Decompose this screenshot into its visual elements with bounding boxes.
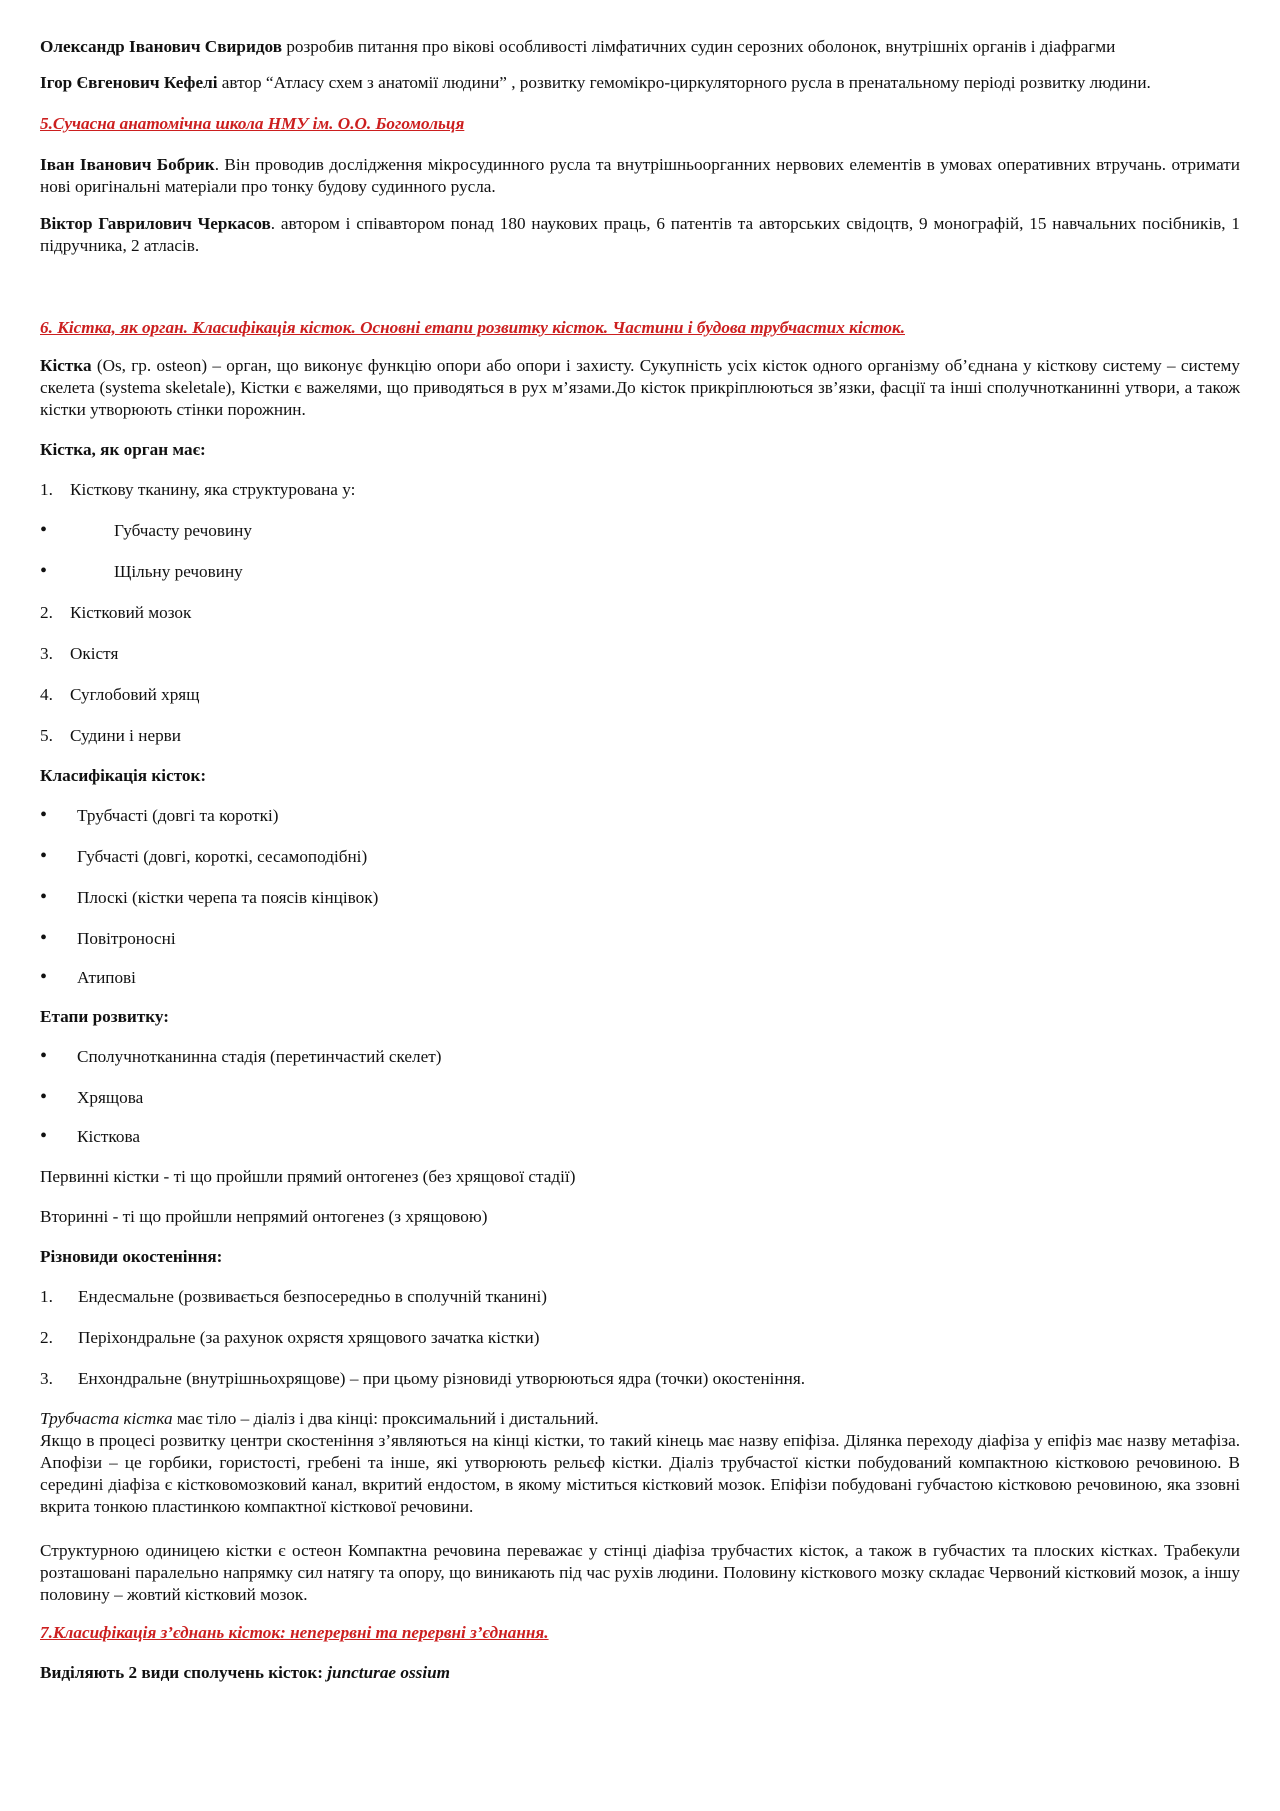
classification-heading: Класифікація кісток: — [40, 766, 207, 785]
primary-bones: Первинні кістки - ті що пройшли прямий онтогенез (без хрящової стадії) — [40, 1167, 576, 1186]
section-7-lead: Виділяють 2 види сполучень кісток: juncturae ossium — [40, 1663, 451, 1682]
section-6-heading: 6. Кістка, як орган. Класифікація кісток. Основні етапи розвитку кісток. Частини і будова трубчастих кісток. — [40, 318, 905, 337]
person-text: . автором і співавтором понад 180 наукових праць, 6 патентів та авторських свідоцтв, 9 монографій, 15 навчальних посібників, 1 підручника, 2 атласів. — [40, 214, 1240, 255]
paragraph-sviridov — [40, 36, 1240, 58]
list-item: 2. Кістковий мозок — [40, 603, 192, 622]
bone-structure-paragraph: Структурною одиницею кістки є остеон Компактна речовина переважає у стінці діафіза трубчастих кісток, а також в губчастих та плоских кістках. Трабекули розташовані паралельно напрямку сил натягу та опору, що виникають під час рухів людини. Половину кісткового мозку складає Червоний кістковий мозок, а іншу половину – жовтий кістковий мозок. — [40, 1541, 1240, 1604]
list-item: 5. Судини і нерви — [40, 726, 181, 745]
list-item: • Плоскі (кістки черепа та поясів кінцівок) — [40, 886, 379, 908]
organ-list — [40, 479, 1240, 747]
list-item: 4. Суглобовий хрящ — [40, 685, 200, 704]
ossification-list — [40, 1286, 1240, 1390]
paragraph-cherkasov — [40, 213, 1240, 257]
definition-term: Кістка — [40, 356, 92, 375]
list-item: 3. Енхондральне (внутрішньохрящове) – при цьому різновиді утворюються ядра (точки) окостеніння. — [40, 1369, 806, 1388]
definition-text: (Os, гр. osteon) – орган, що виконує функцію опори або опори і захисту. Сукупність усіх кісток одного організму об’єднана у кісткову систему – систему скелета (systema skeletale), Кістки є важелями, що приводяться в рух м’язами.До кісток прикріплюються зв’язки, фасції та інші сполучнотканинні утвори, а також кістки утворюють стінки порожнин. — [40, 356, 1240, 419]
list-item: 1. Кісткову тканину, яка структурована у: — [40, 480, 356, 499]
list-item: • Кісткова — [40, 1125, 140, 1147]
person-name: Іван Іванович Бобрик — [40, 155, 215, 174]
section-5-heading: 5.Сучасна анатомічна школа НМУ ім. О.О. Богомольця — [40, 114, 465, 133]
paragraph-bobryk — [40, 154, 1240, 198]
paragraph-kefeli — [40, 72, 1240, 94]
tubular-bone-description: Якщо в процесі розвитку центри скостеніння з’являються на кінці кістки, то такий кінець має назву епіфіза. Ділянка переходу діафіза у епіфіз має назву метафіза. Апофізи – це горбики, гористості, гребені та інше, які утворюють рельєф кістки. Діаліз трубчастої кістки побудований компактною кістковою речовиною. В середині діафіза є кістковомозковий канал, вкритий ендостом, в якому міститься кістковий мозок. Епіфізи побудовані губчастою кістковою речовиною, яка ззовні вкрита тонкою пластинкою компактної кісткової речовини. — [40, 1431, 1240, 1516]
secondary-bones: Вторинні - ті що пройшли непрямий онтогенез (з хрящовою) — [40, 1207, 488, 1226]
list-item: • Трубчасті (довгі та короткі) — [40, 804, 279, 826]
list-item: • Хрящова — [40, 1086, 144, 1108]
person-text: . Він проводив дослідження мікросудинного русла та внутрішньоорганних нервових елементів в умовах оперативних втручань. отримати нові оригінальні матеріали про тонку будову судинного русла. — [40, 155, 1240, 196]
section-7-heading: 7.Класифікація з’єднань кісток: неперервні та перервні з’єднання. — [40, 1623, 549, 1642]
stages-heading: Етапи розвитку: — [40, 1007, 170, 1026]
classification-list — [40, 805, 1240, 989]
person-name: Віктор Гаврилович Черкасов — [40, 214, 271, 233]
list-item: 2. Періхондральне (за рахунок охрястя хрящового зачатка кістки) — [40, 1328, 540, 1347]
list-item: 3. Окістя — [40, 644, 119, 663]
list-item: 1. Ендесмальне (розвивається безпосередньо в сполучній тканині) — [40, 1287, 548, 1306]
list-item: • Сполучнотканинна стадія (перетинчастий скелет) — [40, 1045, 442, 1067]
stages-list — [40, 1046, 1240, 1148]
person-text: автор “Атласу схем з анатомії людини” , розвитку гемомікро-циркуляторного русла в пренатальному періоді розвитку людини. — [217, 73, 1151, 92]
list-item: • Атипові — [40, 966, 136, 988]
organ-heading: Кістка, як орган має: — [40, 440, 206, 459]
list-item: • Повітроносні — [40, 927, 176, 949]
list-item: • Щільну речовину — [40, 560, 243, 582]
person-name: Ігор Євгенович Кефелі — [40, 73, 218, 92]
bone-definition — [40, 355, 1240, 421]
tubular-bone-first-line: Трубчаста кістка має тіло – діаліз і два кінці: проксимальний і дистальний. — [40, 1409, 599, 1428]
list-item: • Губчасті (довгі, короткі, сесамоподібні) — [40, 845, 368, 867]
ossification-heading: Різновиди окостеніння: — [40, 1247, 223, 1266]
list-item: • Губчасту речовину — [40, 519, 252, 541]
person-text: розробив питання про вікові особливості лімфатичних судин серозних оболонок, внутрішніх органів і діафрагми — [282, 37, 1116, 56]
person-name: Олександр Іванович Свиридов — [40, 37, 283, 56]
